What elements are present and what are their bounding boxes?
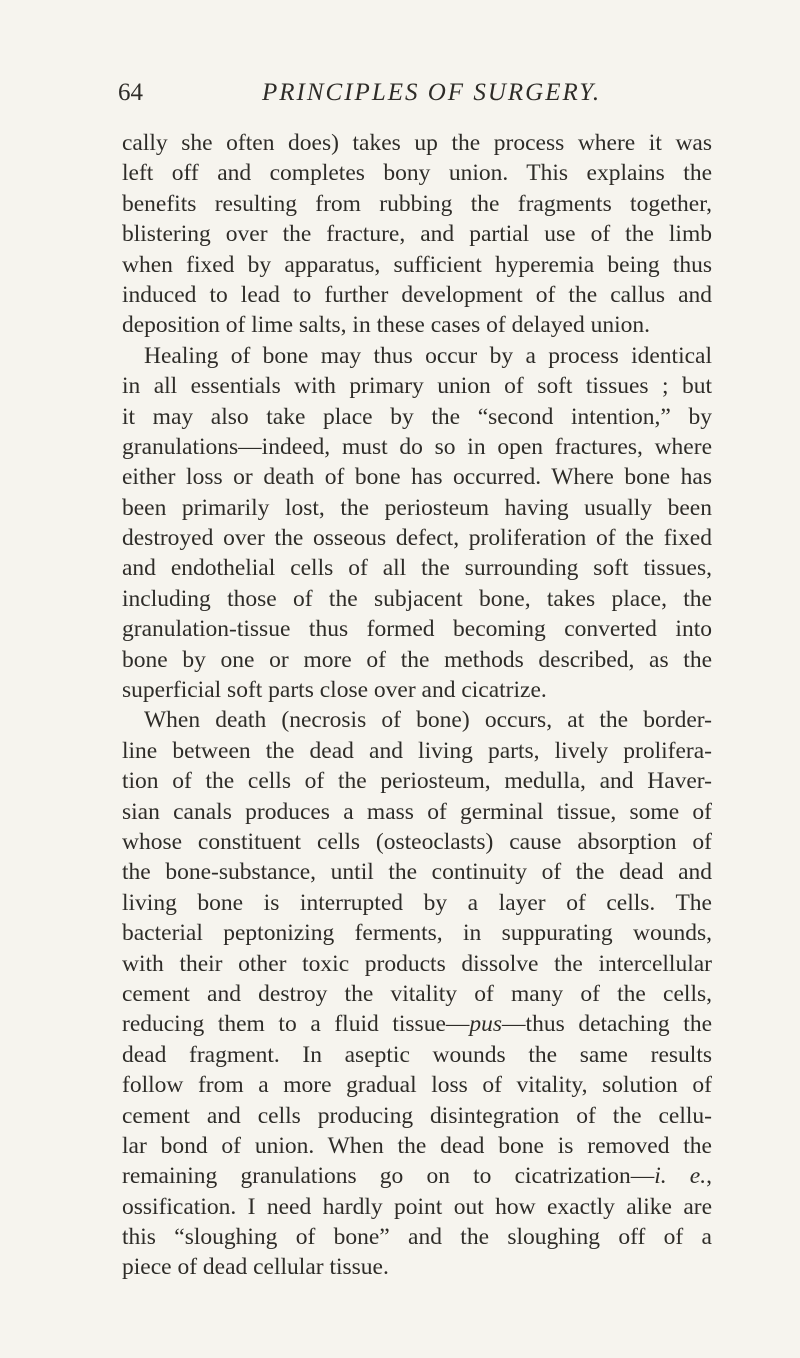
text-line — [122, 1161, 712, 1191]
text-line: deposition of lime salts, in these cases of delayed union. — [122, 312, 650, 339]
text-line: bone by one or more of the methods described, as the — [122, 646, 712, 673]
text-line: whose constituent cells (osteoclasts) cause absorption of — [122, 828, 712, 855]
text-line: granulations—indeed, must do so in open fractures, where — [122, 433, 712, 460]
text-line: bacterial peptonizing ferments, in suppurating wounds, — [122, 920, 712, 947]
italic-word: pus — [469, 1011, 503, 1038]
text-line: sian canals produces a mass of germinal tissue, some of — [122, 798, 712, 825]
text-line: tion of the cells of the periosteum, medulla, and Haver- — [122, 768, 712, 795]
page-number: 64 — [118, 79, 143, 106]
body-text — [122, 128, 712, 1283]
text-line: the bone-substance, until the continuity of the dead and — [122, 859, 712, 886]
text-line: this “sloughing of bone” and the sloughing off of a — [122, 1224, 712, 1251]
text-line — [122, 1009, 712, 1039]
running-head — [118, 78, 718, 108]
text-segment: —thus detaching the — [502, 1011, 713, 1038]
text-line: follow from a more gradual loss of vitality, solution of — [122, 1072, 712, 1099]
text-line: cally she often does) takes up the process where it was — [122, 130, 712, 156]
text-line: living bone is interrupted by a layer of cells. The — [122, 889, 712, 916]
text-line: lar bond of union. When the dead bone is removed the — [122, 1132, 712, 1159]
text-line: including those of the subjacent bone, takes place, the — [122, 585, 712, 612]
text-line: been primarily lost, the periosteum having usually been — [122, 494, 712, 521]
text-line: piece of dead cellular tissue. — [122, 1254, 389, 1281]
text-line: line between the dead and living parts, lively prolifera- — [122, 737, 712, 764]
text-line: blistering over the fracture, and partial use of the limb — [122, 221, 712, 248]
text-segment: remaining granulations go on to cicatrization— — [122, 1163, 655, 1190]
text-line: cement and cells producing disintegration of the cellu- — [122, 1102, 712, 1129]
running-title: PRINCIPLES OF SURGERY. — [262, 79, 602, 106]
text-line: destroyed over the osseous defect, proliferation of the fixed — [122, 525, 712, 552]
text-line: granulation-tissue thus formed becoming converted into — [122, 616, 712, 643]
text-line: in all essentials with primary union of soft tissues ; but — [122, 373, 712, 400]
text-line: induced to lead to further development of the callus and — [122, 281, 712, 308]
text-line: with their other toxic products dissolve the intercellular — [122, 950, 712, 977]
text-segment: reducing them to a fluid tissue— — [122, 1011, 470, 1038]
text-line: ossification. I need hardly point out how exactly alike are — [122, 1193, 712, 1220]
text-line: When death (necrosis of bone) occurs, at the border- — [144, 707, 712, 734]
text-segment: , — [706, 1163, 712, 1190]
text-line: either loss or death of bone has occurred. Where bone has — [122, 464, 712, 491]
text-line: dead fragment. In aseptic wounds the same results — [122, 1041, 712, 1068]
text-line: and endothelial cells of all the surrounding soft tissues, — [122, 555, 712, 582]
text-line: Healing of bone may thus occur by a process identical — [144, 342, 712, 369]
text-line: superficial soft parts close over and cicatrize. — [122, 677, 547, 704]
text-line: left off and completes bony union. This explains the — [122, 160, 712, 187]
italic-word: i. e. — [654, 1163, 707, 1190]
text-line: benefits resulting from rubbing the fragments together, — [122, 190, 712, 217]
text-line: it may also take place by the “second intention,” by — [122, 403, 712, 430]
text-line: cement and destroy the vitality of many of the cells, — [122, 980, 712, 1007]
text-line: when fixed by apparatus, sufficient hyperemia being thus — [122, 251, 712, 278]
